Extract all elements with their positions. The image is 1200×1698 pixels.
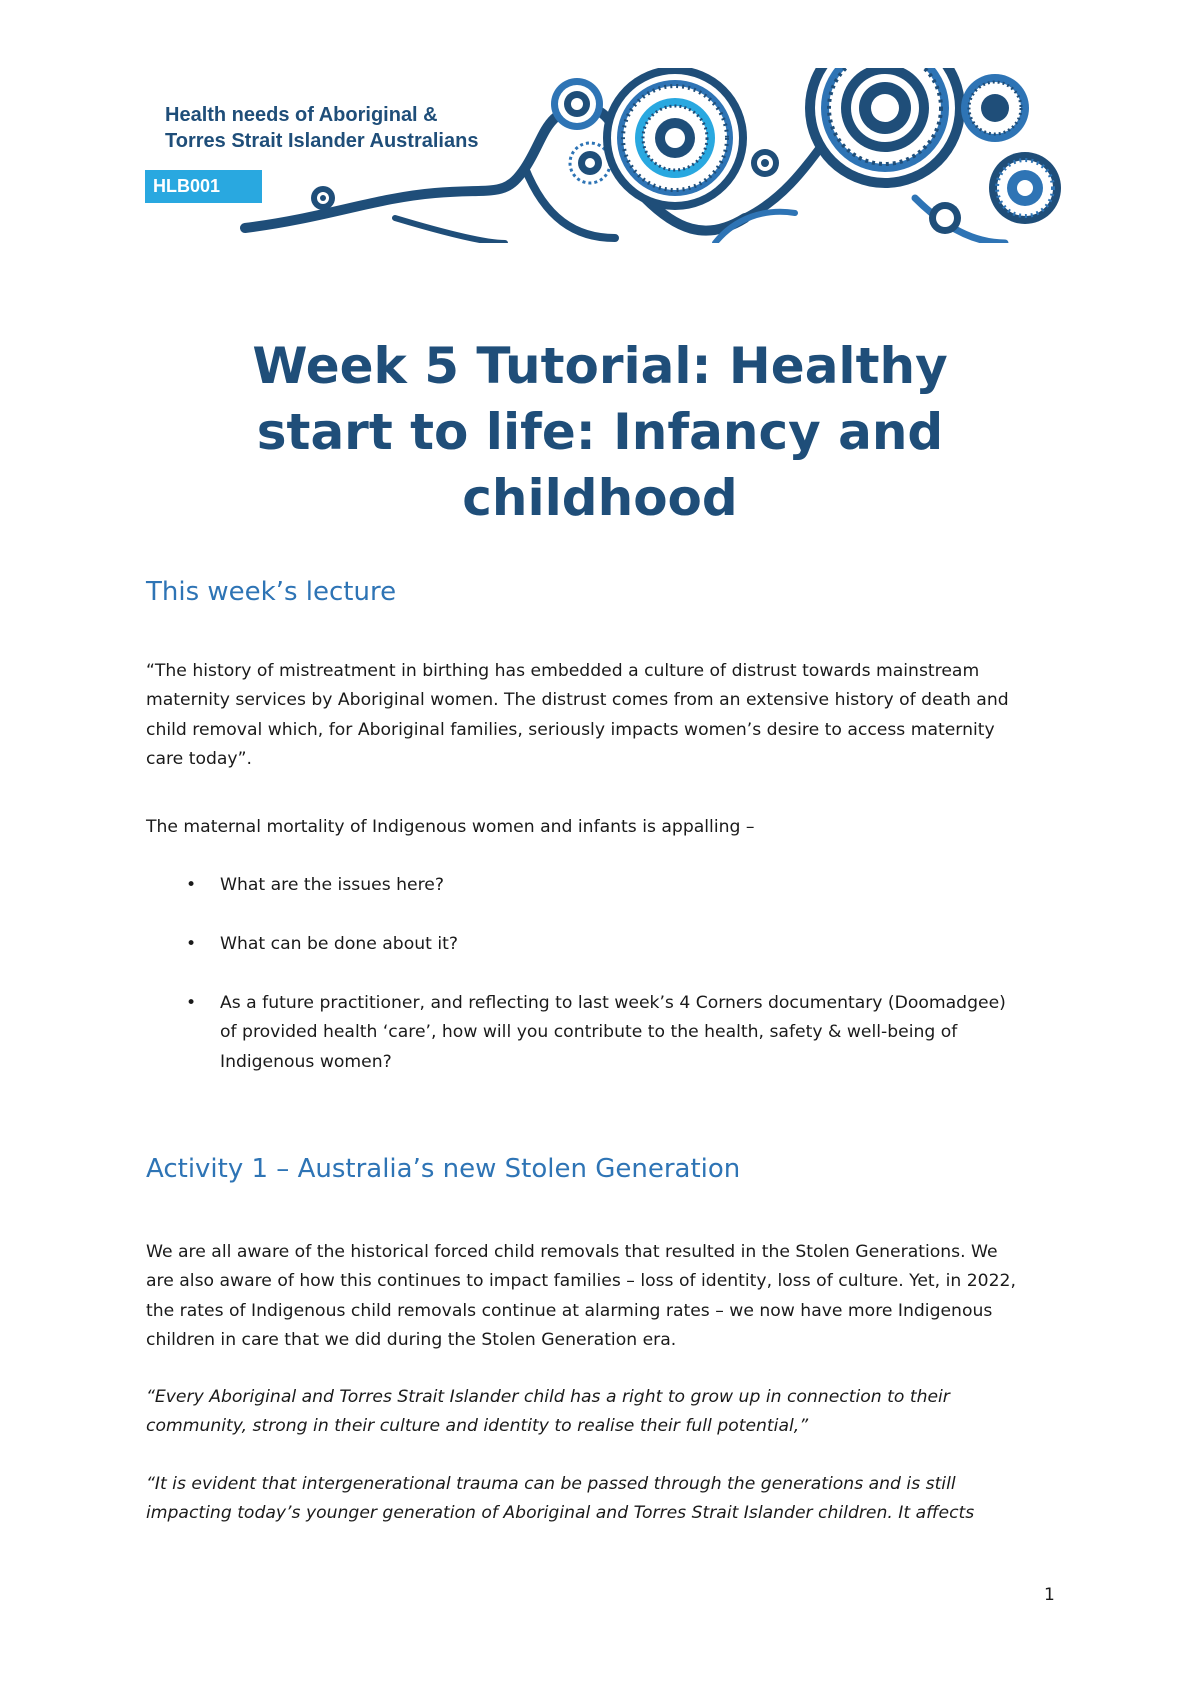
banner-title: [165, 102, 478, 154]
text-line: the rates of Indigenous child removals continue at alarming rates – we now have more Indigenous: [146, 1300, 993, 1321]
text-line: The maternal mortality of Indigenous women and infants is appalling –: [146, 817, 755, 837]
banner-title-line2: Torres Strait Islander Australians: [165, 130, 479, 152]
text-line: children in care that we did during the Stolen Generation era.: [146, 1329, 677, 1350]
course-code-badge: HLB001: [145, 170, 262, 203]
list-item-text: Indigenous women?: [220, 1051, 392, 1072]
activity-1-quote-2: [146, 1470, 1066, 1529]
aboriginal-dot-circles-art: [145, 68, 1065, 243]
list-item-text: What are the issues here?: [220, 875, 444, 895]
list-item-text: of provided health ‘care’, how will you contribute to the health, safety & well-being of: [220, 1022, 958, 1043]
banner-title-line1: Health needs of Aboriginal &: [165, 104, 438, 126]
text-line: care today”.: [146, 748, 252, 769]
text-line: maternity services by Aboriginal women. The distrust comes from an extensive history of death and: [146, 690, 1009, 711]
text-line: We are all aware of the historical forced child removals that resulted in the Stolen Generations. We: [146, 1242, 998, 1262]
text-line: “Every Aboriginal and Torres Strait Islander child has a right to grow up in connection to their: [146, 1387, 950, 1407]
bullet-icon: •: [186, 875, 197, 895]
list-item-text: What can be done about it?: [220, 934, 458, 954]
title-line1: Week 5 Tutorial: Healthy: [252, 337, 948, 395]
lecture-quote: [146, 657, 1066, 774]
title-line3: childhood: [462, 469, 738, 527]
bullet-icon: •: [186, 993, 197, 1013]
text-line: child removal which, for Aboriginal families, seriously impacts women’s desire to access maternity: [146, 719, 995, 740]
page-number: 1: [1044, 1585, 1055, 1605]
title-line2: start to life: Infancy and: [256, 403, 944, 461]
page-title: [100, 333, 1100, 531]
text-line: impacting today’s younger generation of Aboriginal and Torres Strait Islander children. It affects: [146, 1503, 975, 1524]
text-line: “It is evident that intergenerational trauma can be passed through the generations and is still: [146, 1474, 956, 1494]
bullet-icon: •: [186, 934, 197, 954]
activity-1-body: [146, 1238, 1066, 1355]
course-banner: [145, 68, 1065, 243]
text-line: community, strong in their culture and identity to realise their full potential,”: [146, 1416, 809, 1437]
section-heading-activity-1: Activity 1 – Australia’s new Stolen Generation: [146, 1154, 741, 1184]
section-heading-lecture: This week’s lecture: [146, 577, 397, 607]
list-item-text: As a future practitioner, and reflecting to last week’s 4 Corners documentary (Doomadgee): [220, 993, 1006, 1013]
text-line: “The history of mistreatment in birthing has embedded a culture of distrust towards mainstream: [146, 661, 980, 681]
activity-1-quote-1: [146, 1383, 1066, 1442]
mortality-intro: [146, 813, 1066, 842]
text-line: are also aware of how this continues to impact families – loss of identity, loss of culture. Yet, in 2022,: [146, 1271, 1016, 1292]
